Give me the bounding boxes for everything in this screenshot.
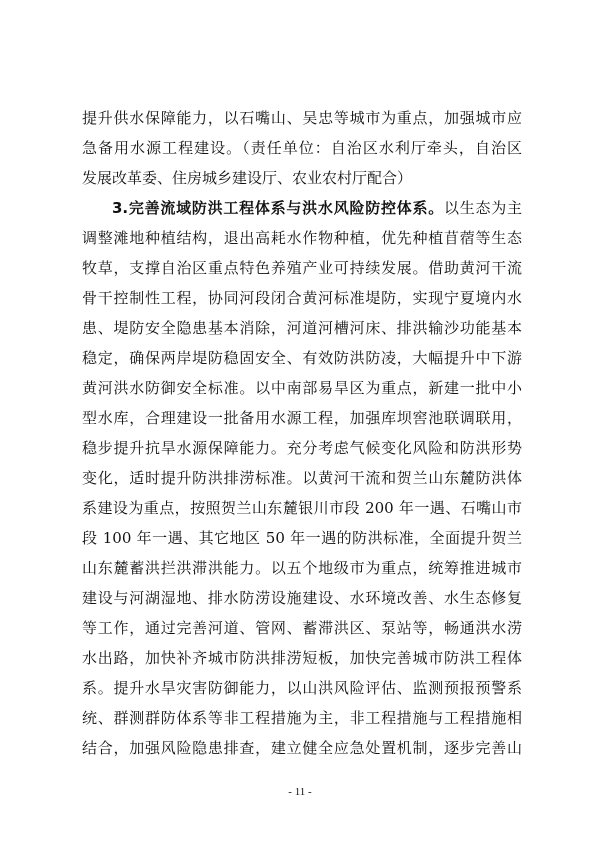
- text-line: 型水库，合理建设一批备用水源工程，加强库坝窖池联调联用，: [82, 409, 522, 427]
- text-fragment: 以生态为主: [443, 199, 522, 217]
- text-line: 结合，加强风险隐患排查，建立健全应急处置机制，逐步完善山: [82, 739, 522, 757]
- text-line: 变化，适时提升防洪排涝标准。以黄河干流和贺兰山东麓防洪体: [82, 469, 522, 487]
- text-line: 稳定，确保两岸堤防稳固安全、有效防洪防凌，大幅提升中下游: [82, 349, 522, 367]
- text-line: 黄河洪水防御安全标准。以中南部易旱区为重点，新建一批中小: [82, 379, 522, 397]
- text-line: 调整滩地种植结构，退出高耗水作物种植，优先种植苜蓿等生态: [82, 229, 522, 247]
- section-heading-line: [82, 193, 522, 223]
- text-line: 统、群测群防体系等非工程措施为主，非工程措施与工程措施相: [82, 709, 522, 727]
- text-line: 牧草，支撑自治区重点特色养殖产业可持续发展。借助黄河干流: [82, 259, 522, 277]
- text-line: 发展改革委、住房城乡建设厅、农业农村厅配合）: [82, 169, 413, 187]
- body-text: [82, 103, 522, 763]
- text-line: 患、堤防安全隐患基本消除，河道河槽河床、排洪输沙功能基本: [82, 319, 522, 337]
- text-line: 急备用水源工程建设。（责任单位：自治区水利厅牵头，自治区: [82, 139, 522, 157]
- text-line: 提升供水保障能力，以石嘴山、吴忠等城市为重点，加强城市应: [82, 109, 522, 127]
- text-line: 系建设为重点，按照贺兰山东麓银川市段 200 年一遇、石嘴山市: [82, 499, 522, 517]
- text-line: 骨干控制性工程，协同河段闭合黄河标准堤防，实现宁夏境内水: [82, 289, 522, 307]
- page-number: - 11 -: [288, 786, 312, 798]
- text-line: 水出路，加快补齐城市防洪排涝短板，加快完善城市防洪工程体: [82, 649, 522, 667]
- text-line: 山东麓蓄洪拦洪滞洪能力。以五个地级市为重点，统筹推进城市: [82, 559, 522, 577]
- text-line: 等工作，通过完善河道、管网、蓄滞洪区、泵站等，畅通洪水涝: [82, 619, 522, 637]
- text-line: 系。提升水旱灾害防御能力，以山洪风险评估、监测预报预警系: [82, 679, 522, 697]
- text-line: 建设与河湖湿地、排水防涝设施建设、水环境改善、水生态修复: [82, 589, 522, 607]
- text-line: 稳步提升抗旱水源保障能力。充分考虑气候变化风险和防洪形势: [82, 439, 522, 457]
- section-heading: 3.完善流域防洪工程体系与洪水风险防控体系。: [112, 199, 444, 217]
- text-line: 段 100 年一遇、其它地区 50 年一遇的防洪标准，全面提升贺兰: [82, 529, 522, 547]
